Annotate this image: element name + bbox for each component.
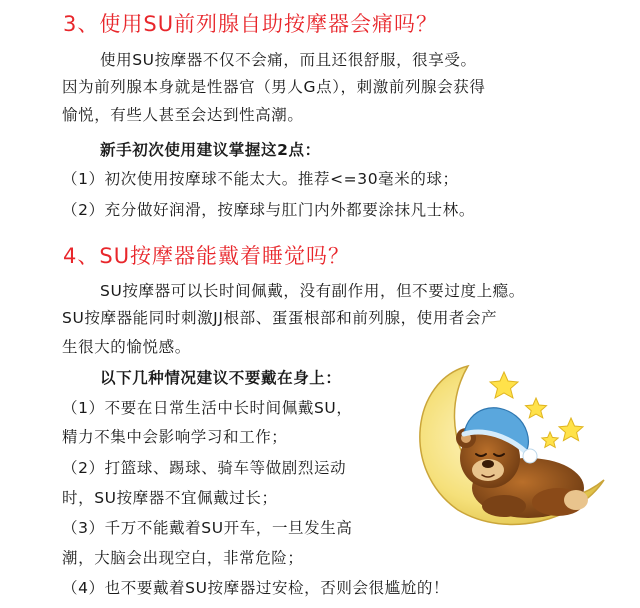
sleeping-bear-on-moon-icon (408, 360, 624, 528)
section-3-tip-item: （2）充分做好润滑，按摩球与肛门内外都要涂抹凡士林。 (62, 201, 475, 219)
section-4-warn-title: 以下几种情况建议不要戴在身上： (100, 369, 342, 387)
section-4-warning-line: 潮，大脑会出现空白，非常危险； (62, 549, 304, 567)
section-4-warning-line: （3）千万不能戴着SU开车，一旦发生高 (62, 519, 353, 537)
section-3-heading: 3、使用SU前列腺自助按摩器会痛吗？ (63, 12, 439, 36)
section-4-para-line: SU按摩器能同时刺激JJ根部、蛋蛋根部和前列腺，使用者会产 (62, 309, 498, 327)
section-4-warning-line: （4）也不要戴着SU按摩器过安检，否则会很尴尬的！ (62, 579, 450, 597)
section-4-warning-line: （1）不要在日常生活中长时间佩戴SU， (62, 399, 353, 417)
section-4-para-line: 生很大的愉悦感。 (62, 338, 191, 356)
section-4-warning-line: 精力不集中会影响学习和工作； (62, 428, 288, 446)
section-3-tips-title: 新手初次使用建议掌握这2点： (100, 141, 321, 159)
section-4-heading: 4、SU按摩器能戴着睡觉吗？ (63, 244, 351, 268)
section-3-para-line: 因为前列腺本身就是性器官（男人G点），刺激前列腺会获得 (62, 78, 486, 96)
section-4-warning-line: （2）打篮球、踢球、骑车等做剧烈运动 (62, 459, 347, 477)
section-3-para-line: 使用SU按摩器不仅不会痛，而且还很舒服，很享受。 (100, 51, 477, 69)
section-3-para-line: 愉悦，有些人甚至会达到性高潮。 (62, 106, 304, 124)
section-4-para-line: SU按摩器可以长时间佩戴，没有副作用，但不要过度上瘾。 (100, 282, 525, 300)
section-4-warning-line: 时，SU按摩器不宜佩戴过长； (62, 489, 278, 507)
section-3-tip-item: （1）初次使用按摩球不能太大。推荐<=30毫米的球； (62, 170, 459, 188)
